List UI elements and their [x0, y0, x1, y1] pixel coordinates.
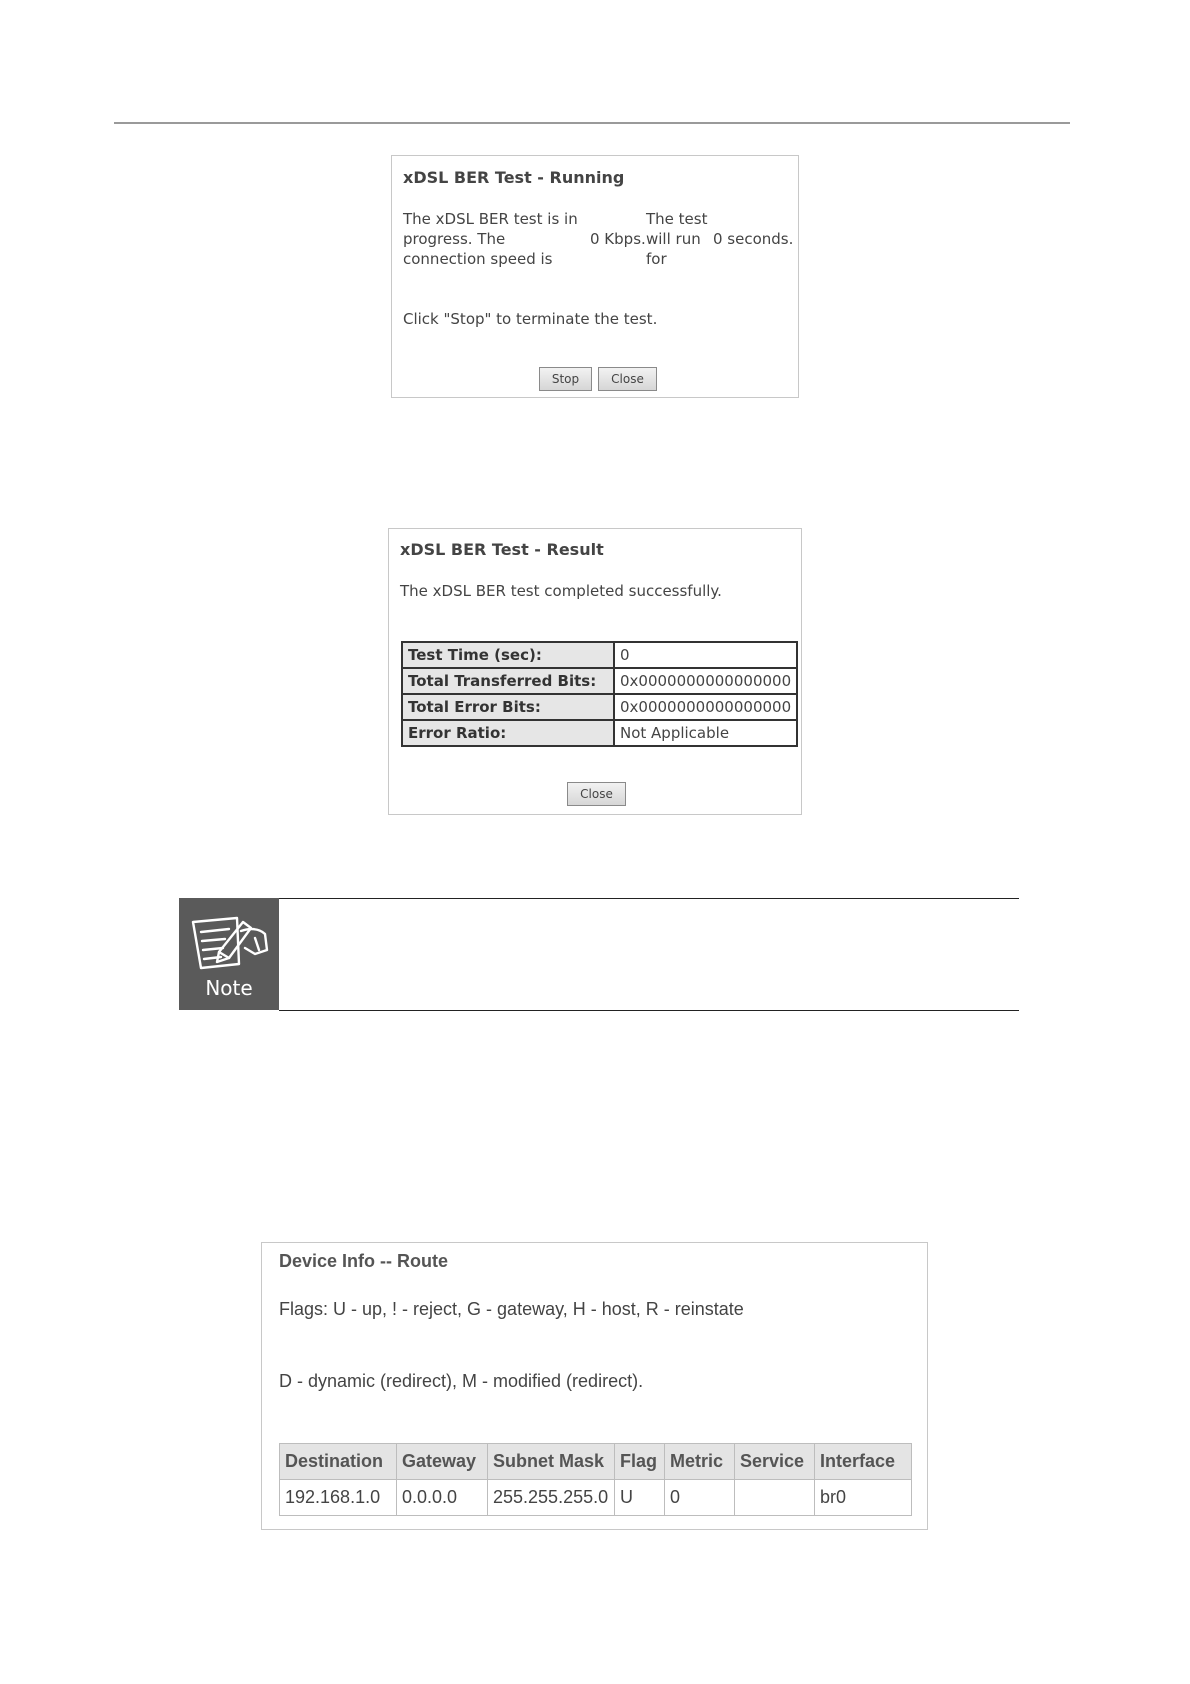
running-col3-line2: will run: [646, 230, 701, 248]
result-label: Total Error Bits:: [402, 694, 614, 720]
route-header-row: [280, 1444, 912, 1480]
table-row: [402, 694, 797, 720]
route-cell: 192.168.1.0: [280, 1480, 397, 1516]
col-metric: Metric: [665, 1444, 735, 1480]
col-service: Service: [735, 1444, 815, 1480]
route-cell: 255.255.255.0: [488, 1480, 615, 1516]
result-label: Total Transferred Bits:: [402, 668, 614, 694]
col-interface: Interface: [815, 1444, 912, 1480]
table-row: [402, 642, 797, 668]
route-flags-line1: Flags: U - up, ! - reject, G - gateway, H - host, R - reinstate: [279, 1299, 744, 1319]
route-flags-line2: D - dynamic (redirect), M - modified (redirect).: [279, 1371, 644, 1391]
result-value: 0: [614, 642, 797, 668]
col-gateway: Gateway: [397, 1444, 488, 1480]
running-close-button[interactable]: Close: [598, 367, 657, 391]
note-label: Note: [205, 976, 253, 1000]
result-label: Error Ratio:: [402, 720, 614, 746]
ber-test-result-panel: [388, 528, 802, 815]
col-flag: Flag: [615, 1444, 665, 1480]
device-route-panel: [261, 1242, 928, 1530]
col-subnet-mask: Subnet Mask: [488, 1444, 615, 1480]
route-cell: [735, 1480, 815, 1516]
route-cell: 0: [665, 1480, 735, 1516]
route-cell: U: [615, 1480, 665, 1516]
table-row: [402, 668, 797, 694]
note-pen-icon: [179, 898, 279, 978]
running-col3-line3: for: [646, 250, 667, 268]
result-value: 0x0000000000000000: [614, 694, 797, 720]
col-destination: Destination: [280, 1444, 397, 1480]
running-col3-line1: The test: [646, 210, 708, 228]
running-speed: 0 Kbps.: [590, 230, 646, 248]
table-row: [402, 720, 797, 746]
route-title: Device Info -- Route: [279, 1251, 449, 1271]
running-instruction: Click "Stop" to terminate the test.: [403, 310, 658, 328]
result-message: The xDSL BER test completed successfully.: [400, 582, 722, 600]
running-col1-line2: progress. The: [403, 230, 506, 248]
result-title: xDSL BER Test - Result: [400, 540, 604, 559]
result-value: 0x0000000000000000: [614, 668, 797, 694]
ber-test-running-panel: [391, 155, 799, 398]
result-table: [401, 641, 798, 747]
note-bottom-rule: [279, 1010, 1019, 1011]
running-title: xDSL BER Test - Running: [403, 168, 625, 187]
note-box: [179, 898, 279, 1010]
result-value: Not Applicable: [614, 720, 797, 746]
running-col1-line1: The xDSL BER test is in: [403, 210, 578, 228]
running-seconds: 0 seconds.: [713, 230, 794, 248]
route-table: [279, 1443, 912, 1516]
page-header-rule: [114, 122, 1070, 124]
stop-button[interactable]: Stop: [539, 367, 592, 391]
route-cell: 0.0.0.0: [397, 1480, 488, 1516]
result-label: Test Time (sec):: [402, 642, 614, 668]
route-cell: br0: [815, 1480, 912, 1516]
running-col1-line3: connection speed is: [403, 250, 553, 268]
note-top-rule: [279, 898, 1019, 899]
table-row: [280, 1480, 912, 1516]
result-close-button[interactable]: Close: [567, 782, 626, 806]
